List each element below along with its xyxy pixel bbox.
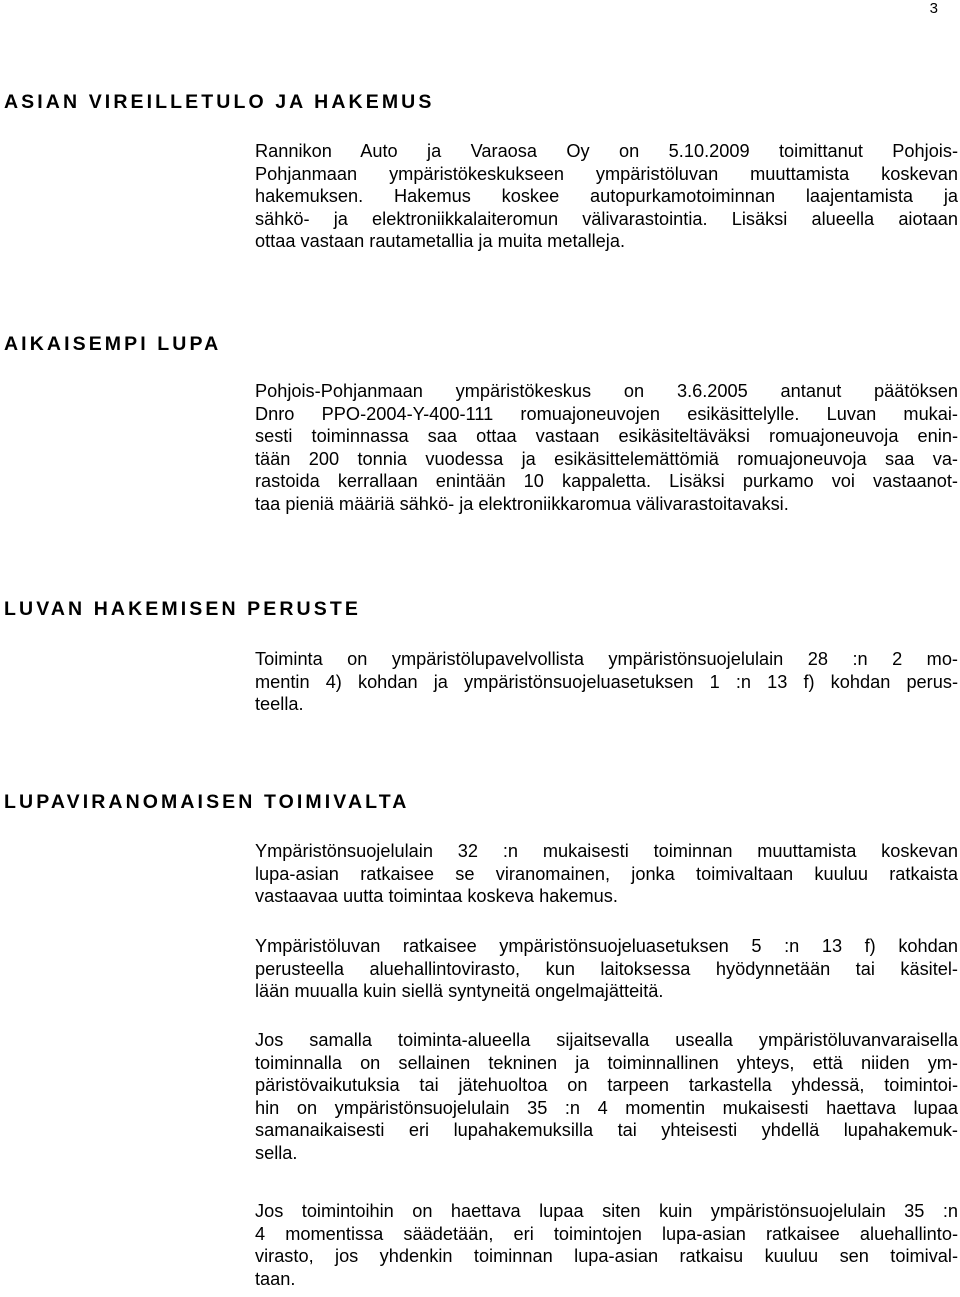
paragraph-line: lupa-asian ratkaisee se viranomainen, jonka toimivaltaan kuuluu ratkaista xyxy=(255,863,958,884)
paragraph-line: sella. xyxy=(255,1142,298,1163)
paragraph-line: sesti toiminnassa saa ottaa vastaan esikäsiteltäväksi romuajoneuvoja enin- xyxy=(255,426,958,447)
paragraph-line: lään muualla kuin siellä syntyneitä ongelmajätteitä. xyxy=(255,981,664,1002)
paragraph-line: toiminnalla on sellainen tekninen ja toiminnallinen yhteys, että niiden ym- xyxy=(255,1052,958,1073)
paragraph-line: Jos samalla toiminta-alueella sijaitsevalla usealla ympäristöluvanvaraisella xyxy=(255,1030,958,1050)
paragraph-line: ottaa vastaan rautametallia ja muita metalleja. xyxy=(255,231,626,252)
paragraph-line: Ympäristöluvan ratkaisee ympäristönsuojeluasetuksen 5 :n 13 f) kohdan xyxy=(255,936,958,956)
paragraph-line: teella. xyxy=(255,694,304,715)
paragraph-line: tään 200 tonnia vuodessa ja esikäsittelemättömiä romuajoneuvoja saa va- xyxy=(255,448,958,469)
paragraph-line: taan. xyxy=(255,1268,296,1289)
paragraph-line: taa pieniä määriä sähkö- ja elektroniikkaromua välivarastoitavaksi. xyxy=(255,493,789,514)
section-paragraph xyxy=(255,140,958,253)
paragraph-line: hin on ympäristönsuojelulain 35 :n 4 momentin mukaisesti haettava lupaa xyxy=(255,1097,958,1118)
paragraph-line: Toiminta on ympäristölupavelvollista ympäristönsuojelulain 28 :n 2 mo- xyxy=(255,649,958,669)
paragraph-line: päristövaikutuksia tai jätehuoltoa on tarpeen tarkastella yhdessä, toimintoi- xyxy=(255,1075,958,1096)
paragraph-line: hakemuksen. Hakemus koskee autopurkamotoiminnan laajentamista ja xyxy=(255,186,958,207)
page-number: 3 xyxy=(929,0,938,17)
paragraph-line: vastaavaa uutta toimintaa koskeva hakemus. xyxy=(255,886,618,907)
paragraph-line: Pohjois-Pohjanmaan ympäristökeskus on 3.6.2005 antanut päätöksen xyxy=(255,381,958,401)
section-heading-asian-vireilletulo: ASIAN VIREILLETULO JA HAKEMUS xyxy=(4,91,435,113)
paragraph-line: 4 momentissa säädetään, eri toimintojen lupa-asian ratkaisee aluehallinto- xyxy=(255,1223,958,1244)
paragraph-line: Dnro PPO-2004-Y-400-111 romuajoneuvojen esikäsittelylle. Luvan mukai- xyxy=(255,403,958,424)
section-paragraph xyxy=(255,1029,958,1165)
section-heading-luvan-hakemisen-peruste: LUVAN HAKEMISEN PERUSTE xyxy=(4,598,361,620)
paragraph-line: virasto, jos yhdenkin toiminnan lupa-asian ratkaisu kuuluu sen toimival- xyxy=(255,1246,958,1267)
paragraph-line: Ympäristönsuojelulain 32 :n mukaisesti toiminnan muuttamista koskevan xyxy=(255,841,958,861)
paragraph-line: sähkö- ja elektroniikkalaiteromun välivarastointia. Lisäksi alueella aiotaan xyxy=(255,208,958,229)
section-heading-aikaisempi-lupa: AIKAISEMPI LUPA xyxy=(4,333,222,355)
paragraph-line: rastoida kerrallaan enintään 10 kappaletta. Lisäksi purkamo voi vastaanot- xyxy=(255,471,958,492)
section-paragraph xyxy=(255,648,958,716)
section-paragraph xyxy=(255,840,958,908)
section-paragraph xyxy=(255,380,958,516)
section-paragraph xyxy=(255,935,958,1003)
paragraph-line: samanaikaisesti eri lupahakemuksilla tai yhteisesti yhdellä lupahakemuk- xyxy=(255,1120,958,1141)
paragraph-line: Jos toimintoihin on haettava lupaa siten kuin ympäristönsuojelulain 35 :n xyxy=(255,1201,958,1221)
paragraph-line: Pohjanmaan ympäristökeskukseen ympäristöluvan muuttamista koskevan xyxy=(255,163,958,184)
paragraph-line: Rannikon Auto ja Varaosa Oy on 5.10.2009 toimittanut Pohjois- xyxy=(255,141,958,161)
paragraph-line: mentin 4) kohdan ja ympäristönsuojeluasetuksen 1 :n 13 f) kohdan perus- xyxy=(255,671,958,692)
section-heading-lupaviranomaisen-toimivalta: LUPAVIRANOMAISEN TOIMIVALTA xyxy=(4,791,410,813)
paragraph-line: perusteella aluehallintovirasto, kun laitoksessa hyödynnetään tai käsitel- xyxy=(255,958,958,979)
section-paragraph xyxy=(255,1200,958,1290)
